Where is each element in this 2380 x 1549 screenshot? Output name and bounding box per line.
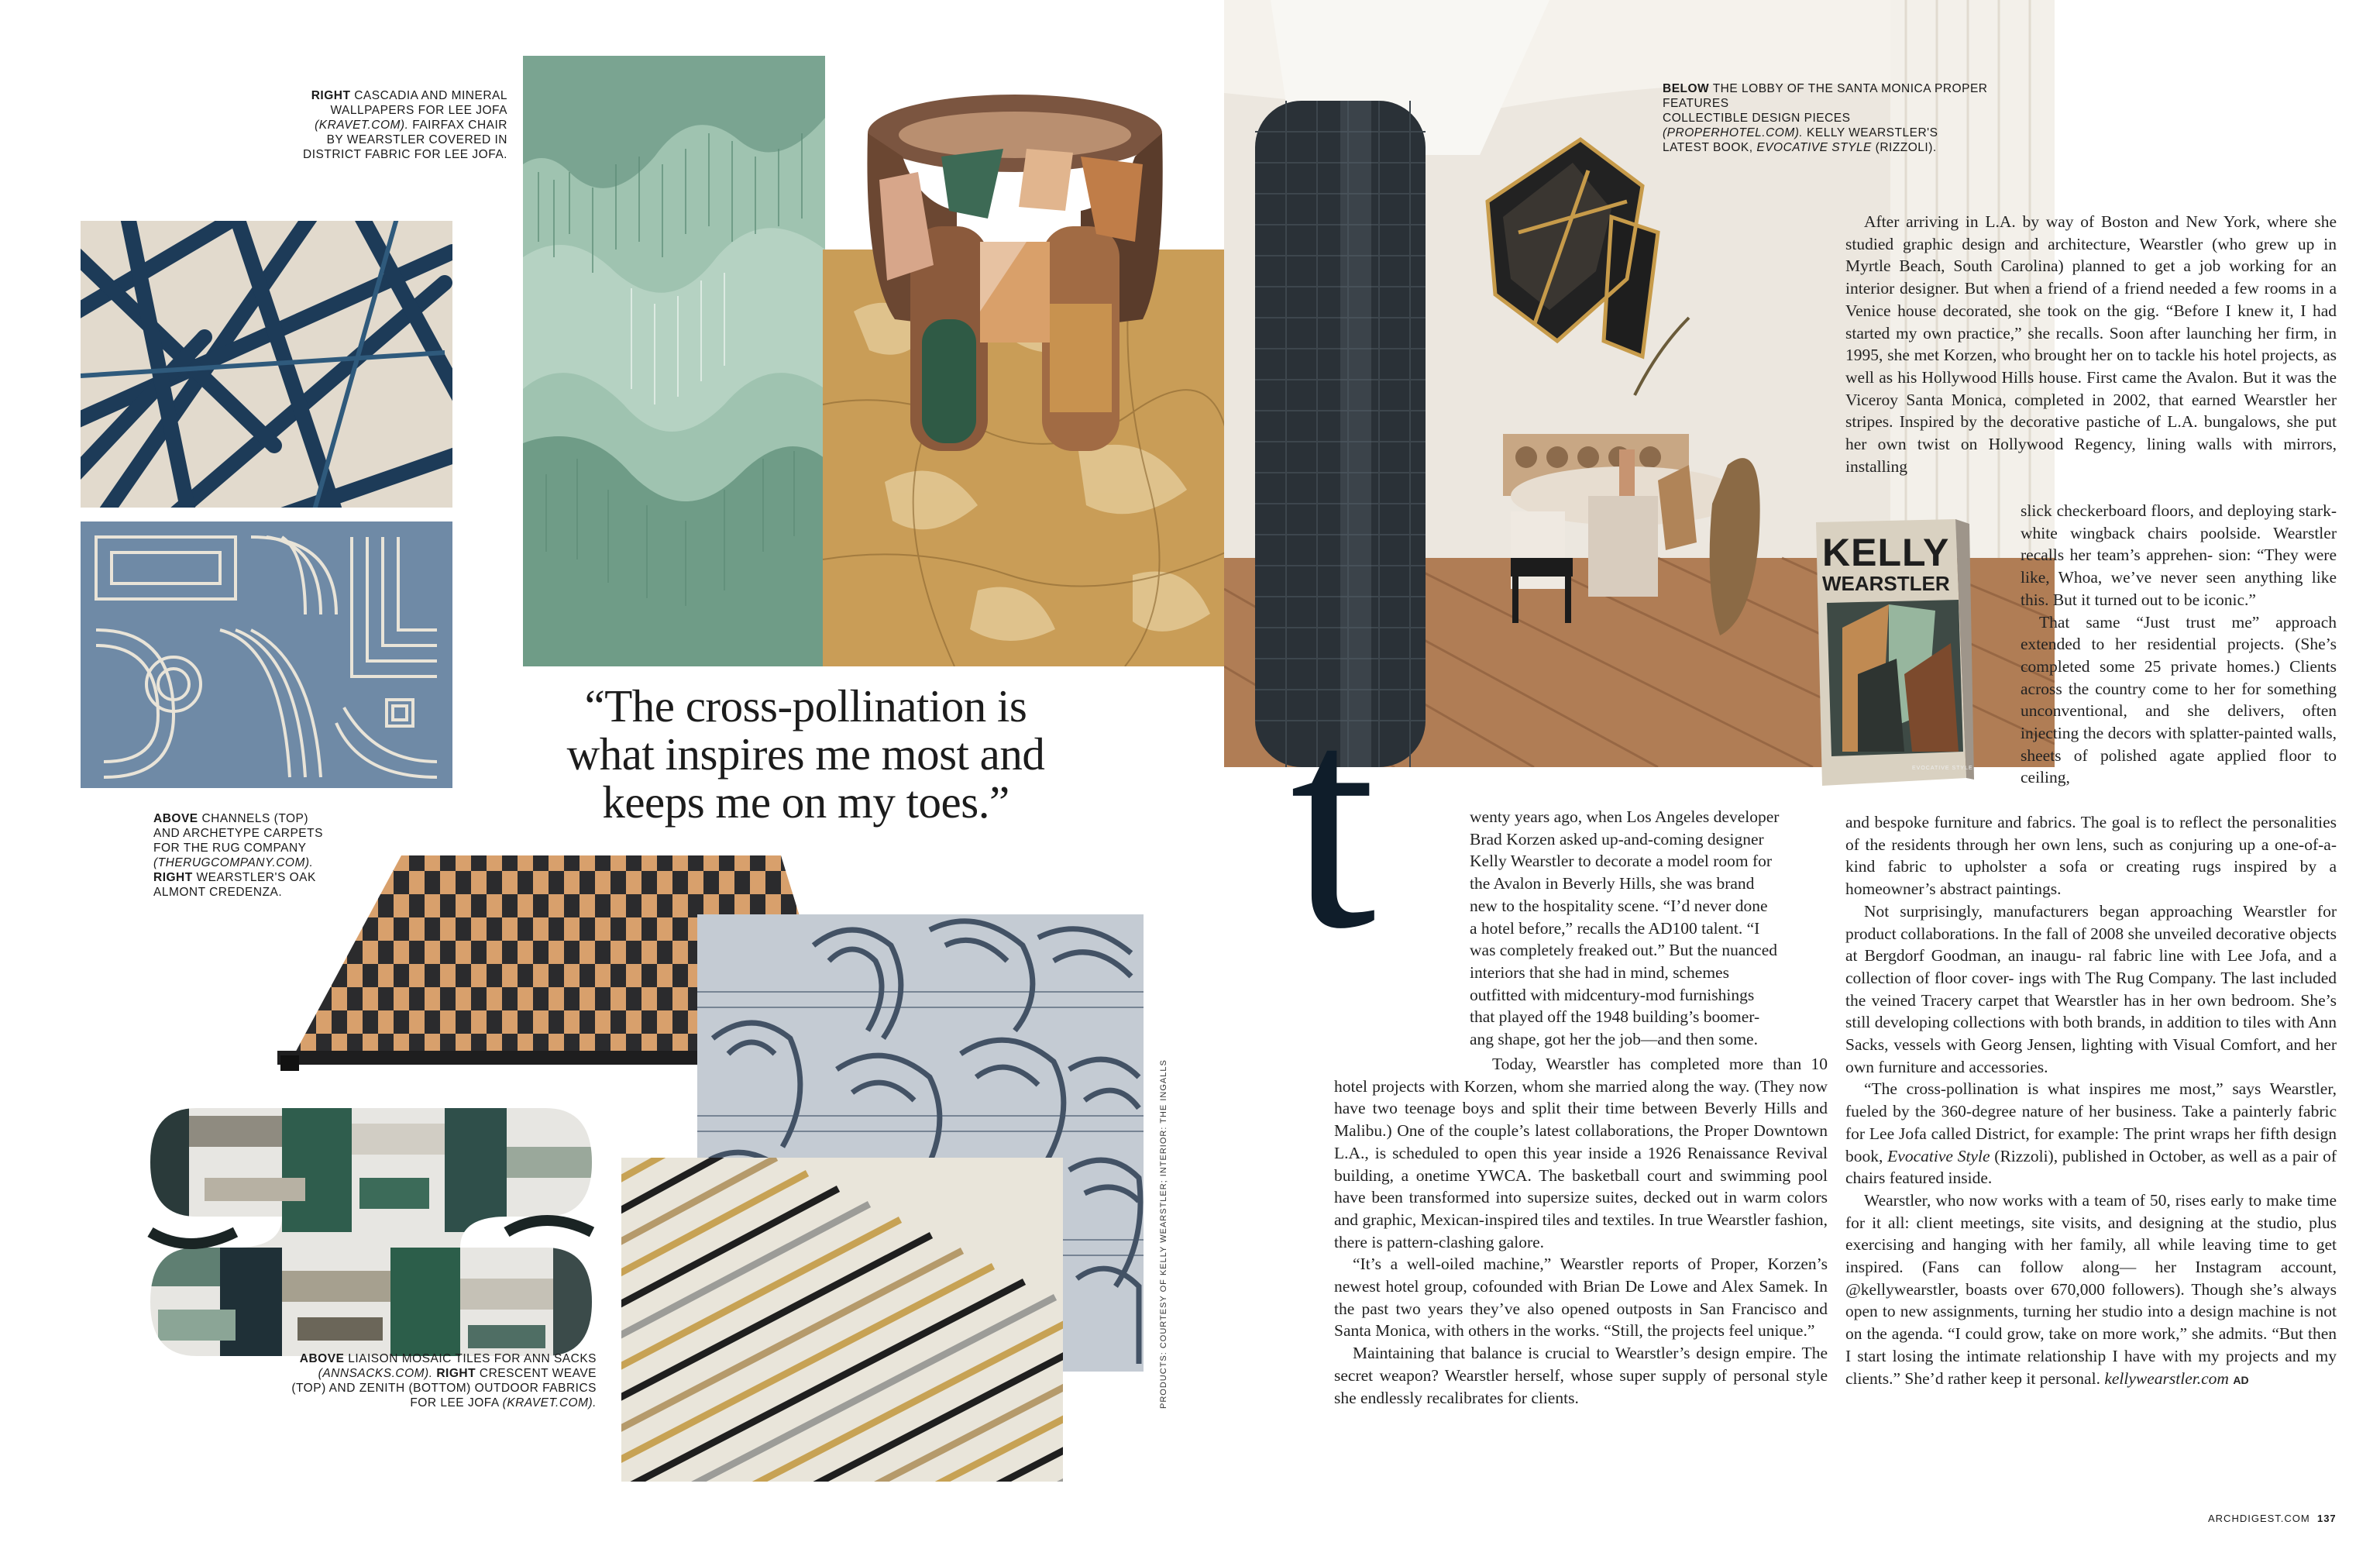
photo-credit: PRODUCTS: COURTESY OF KELLY WEARSTLER; INTERIOR: THE INGALLS (1159, 1059, 1168, 1409)
caption-carpets-credenza: ABOVE CHANNELS (TOP) AND ARCHETYPE CARPETS FOR THE RUG COMPANY (THERUGCOMPANY.COM). RIGHT WEARSTLER'S OAK ALMONT CREDENZA. (153, 812, 323, 899)
article-column-2-narrow: slick checkerboard floors, and deploying stark-white wingback chairs poolside. Wearstler recalls her team’s apprehen- sion: “They were like, Whoa, we’ve never seen anything like this. But it turned out to be iconic.” That same “Just trust me” approach extended to her residential projects. (She’s completed some 25 private homes.) Clients across the country come to her for something unconventional, and she delivers, often injecting the decors with splatter-painted walls, sheets of polished agate applied floor to ceiling, (2021, 501, 2337, 787)
end-mark: AD (2233, 1373, 2249, 1386)
cascadia-wallpaper-image (523, 56, 825, 666)
liaison-mosaic-tiles-image (143, 1100, 600, 1362)
zenith-fabric-image (621, 1158, 1063, 1482)
website-link[interactable]: kellywearstler.com (2104, 1368, 2229, 1388)
caption-wallpapers-chair: RIGHT CASCADIA AND MINERAL WALLPAPERS FOR LEE JOFA (KRAVET.COM). FAIRFAX CHAIR BY WEARSTLER COVERED IN DISTRICT FABRIC FOR LEE JOFA. (303, 89, 507, 161)
book-title: KELLY WEARSTLER (1822, 531, 1950, 595)
book-spine-text: EVOCATIVE STYLE (1912, 766, 1973, 771)
drop-cap: t (1290, 649, 1377, 993)
article-column-1: Today, Wearstler has completed more than 10 hotel projects with Korzen, whom she married along the way. (They now have two teenage boys and split their time between Beverly Hills and Malibu.) One of the couple’s latest collaborations, the Proper Downtown L.A., is scheduled to open this year inside a 1926 Renaissance Revival building, a onetime YWCA. The basketball court and swimming pool have been transformed into supersize suites, decked out in warm colors and graphic, Mexican-inspired tiles and textiles. In true Wearstler fashion, there is pattern-clashing galore. “It’s a well-oiled machine,” Wearstler reports of Proper, Korzen’s newest hotel group, cofounded with Brian De Lowe and Alex Samek. In the past two years they’ve also opened outposts in San Francisco and Santa Monica, with others in the works. “Still, the projects feel unique.” Maintaining that balance is crucial to Wearstler’s design empire. The secret weapon? Wearstler herself, whose super supply of personal style she endlessly recalibrates for clients. (1334, 1055, 1828, 1407)
evocative-style-book-image (1811, 519, 1974, 790)
channels-carpet-image (81, 221, 452, 508)
pull-quote: “The cross-pollination is what inspires me most and keeps me on my toes.” (566, 680, 1045, 828)
archetype-carpet-image (81, 521, 452, 788)
article-column-2: and bespoke furniture and fabrics. The goal is to reflect the personalities of the residents through her own lens, such as conjuring up a one-of-a-kind fabric to upholster a sofa or creating rugs inspired by a homeowner’s abstract paintings. Not surprisingly, manufacturers began approaching Wearstler for product collaborations. In the fall of 2008 she unveiled decorative objects at Bergdorf Goodman, an inaugu- ral fabric line with Lee Jofa, and a collection of floor cover- ings with The Rug Company. The last included the veined Tracery carpet that Wearstler has in her own bedroom. She’s still developing collections with both brands, in addition to tiles with Ann Sacks, vessels with Georg Jensen, lighting with Visual Comfort, and her own furniture and accessories. “The cross-pollination is what inspires me most,” says Wearstler, fueled by the 360-degree nature of her business. Take a painterly fabric for Lee Jofa called District, for example: The print wraps her fifth design book, Evocative Style (Rizzoli), published in October, as well as a pair of chairs featured inside. Wearstler, who now works with a team of 50, rises early to make time for it all: client meetings, site visits, and designing at the studio, plus exercising and hanging with her family, all while leaving time to get inspired. (Fans can follow along— her Instagram account, @kellywearstler, boasts over 670,000 followers). Though she’s always open to new assignments, turning her studio into a design machine is not on the agenda. “I could grow, take on more work,” she admits. “But then I start losing the intimate relationship I have with my projects and my clients.” She’d rather keep it personal. kellywearstler.com AD (1845, 813, 2337, 1388)
caption-tiles-fabrics: ABOVE LIAISON MOSAIC TILES FOR ANN SACKS (ANNSACKS.COM). RIGHT CRESCENT WEAVE (TOP) AND ZENITH (BOTTOM) OUTDOOR FABRICS FOR LEE JOFA (KRAVET.COM). (291, 1352, 597, 1410)
caption-lobby-book: BELOW THE LOBBY OF THE SANTA MONICA PROPER FEATURES COLLECTIBLE DESIGN PIECES (PROPERHOTEL.COM). KELLY WEARSTLER'S LATEST BOOK, EVOCATIVE STYLE (RIZZOLI). (1663, 82, 1988, 154)
page-folio: ARCHDIGEST.COM 137 (2208, 1513, 2337, 1524)
article-column-1-top: wenty years ago, when Los Angeles developer Brad Korzen asked up-and-coming designer Kelly Wearstler to decorate a model room for the Avalon in Beverly Hills, she was brand new to the hospitality scene. “I’d never done a hotel before,” recalls the AD100 talent. “I was completely freaked out.” But the nuanced interiors that she had in mind, schemes outfitted with midcentury-mod furnishings that played off the 1948 building’s boomer- ang shape, got her the job—and then some. (1470, 807, 1780, 1049)
article-column-2-top: After arriving in L.A. by way of Boston and New York, where she studied graphic design and architecture, Wearstler (who grew up in Myrtle Beach, South Carolina) planned to get a job working for an interior designer. But when a friend of a friend needed a few rooms in a Venice house decorated, she took on the gig. “Before I knew it, I had started my own practice,” she recalls. Soon after launching her firm, in 1995, she met Korzen, who brought her on to tackle his hotel projects, as well as his Hollywood Hills house. First came the Avalon. But it was the Viceroy Santa Monica, completed in 2002, that earned Wearstler her stripes. Inspired by the decorative pastiche of L.A. bungalows, she put her own twist on Hollywood Regency, lining walls with mirrors, installing (1845, 212, 2337, 476)
fairfax-chair-image (848, 87, 1174, 474)
